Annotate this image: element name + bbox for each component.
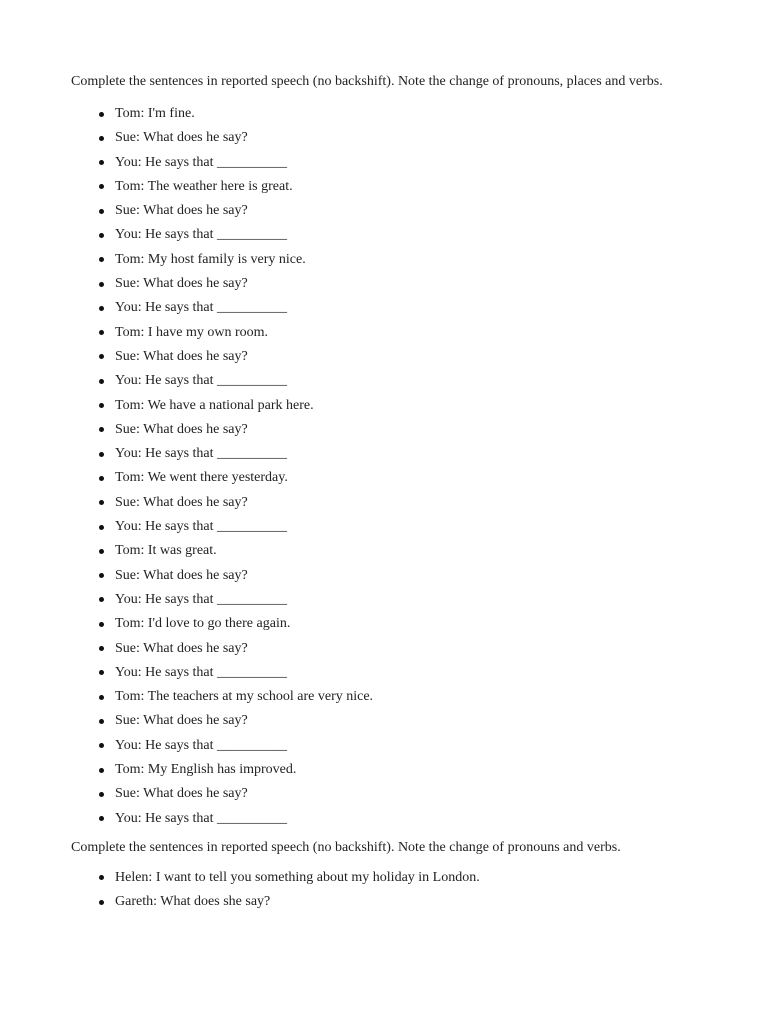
bullet-icon bbox=[99, 209, 104, 214]
list-item bbox=[71, 612, 691, 636]
list-item bbox=[71, 126, 691, 150]
list-item-text: You: He says that __________ bbox=[115, 373, 288, 389]
list-item bbox=[71, 199, 691, 223]
list-item-text: Sue: What does he say? bbox=[115, 203, 248, 219]
list-item-text: You: He says that __________ bbox=[115, 300, 288, 316]
bullet-icon bbox=[99, 233, 104, 238]
bullet-icon bbox=[99, 476, 104, 481]
list-item-text: Tom: The weather here is great. bbox=[115, 178, 293, 194]
list-item-text: Sue: What does he say? bbox=[115, 640, 248, 656]
list-item bbox=[71, 345, 691, 369]
list-item bbox=[71, 102, 691, 126]
list-item-text: Tom: I have my own room. bbox=[115, 324, 268, 340]
list-item-text: Sue: What does he say? bbox=[115, 567, 248, 583]
list-item bbox=[71, 564, 691, 588]
list-item-text: You: He says that __________ bbox=[115, 810, 288, 826]
bullet-icon bbox=[99, 257, 104, 262]
section-2-instruction: Complete the sentences in reported speech (no backshift). Note the change of pronouns and verbs. bbox=[71, 839, 621, 855]
list-item-text: Sue: What does he say? bbox=[115, 348, 248, 364]
list-item-text: Tom: We have a national park here. bbox=[115, 397, 314, 413]
bullet-icon bbox=[99, 330, 104, 335]
list-item-text: Tom: My English has improved. bbox=[115, 762, 297, 778]
list-item-text: You: He says that __________ bbox=[115, 737, 288, 753]
list-item bbox=[71, 442, 691, 466]
list-item-text: Sue: What does he say? bbox=[115, 130, 248, 146]
bullet-icon bbox=[99, 900, 104, 905]
list-item-text: Tom: It was great. bbox=[115, 543, 217, 559]
bullet-icon bbox=[99, 597, 104, 602]
list-item bbox=[71, 321, 691, 345]
bullet-icon bbox=[99, 573, 104, 578]
list-item bbox=[71, 369, 691, 393]
list-item-text: You: He says that __________ bbox=[115, 591, 288, 607]
bullet-icon bbox=[99, 427, 104, 432]
bullet-icon bbox=[99, 646, 104, 651]
list-item bbox=[71, 296, 691, 320]
list-item bbox=[71, 175, 691, 199]
list-item bbox=[71, 539, 691, 563]
bullet-icon bbox=[99, 306, 104, 311]
bullet-icon bbox=[99, 112, 104, 117]
list-item bbox=[71, 418, 691, 442]
bullet-icon bbox=[99, 354, 104, 359]
bullet-icon bbox=[99, 500, 104, 505]
list-item-text: You: He says that __________ bbox=[115, 519, 288, 535]
bullet-icon bbox=[99, 719, 104, 724]
bullet-icon bbox=[99, 768, 104, 773]
list-item bbox=[71, 758, 691, 782]
list-item-text: You: He says that __________ bbox=[115, 227, 288, 243]
list-item bbox=[71, 394, 691, 418]
bullet-icon bbox=[99, 695, 104, 700]
worksheet-page bbox=[71, 71, 691, 915]
list-item-text: Tom: I'd love to go there again. bbox=[115, 616, 291, 632]
bullet-icon bbox=[99, 743, 104, 748]
list-item-text: You: He says that __________ bbox=[115, 446, 288, 462]
bullet-icon bbox=[99, 670, 104, 675]
list-item-text: You: He says that __________ bbox=[115, 154, 288, 170]
list-item-text: Tom: My host family is very nice. bbox=[115, 251, 306, 267]
list-item bbox=[71, 734, 691, 758]
list-item-text: You: He says that __________ bbox=[115, 664, 288, 680]
list-item-text: Sue: What does he say? bbox=[115, 786, 248, 802]
section-2-exercise-list bbox=[71, 866, 691, 915]
list-item bbox=[71, 685, 691, 709]
list-item bbox=[71, 272, 691, 296]
list-item bbox=[71, 709, 691, 733]
bullet-icon bbox=[99, 549, 104, 554]
bullet-icon bbox=[99, 282, 104, 287]
list-item-text: Sue: What does he say? bbox=[115, 421, 248, 437]
list-item bbox=[71, 223, 691, 247]
list-item bbox=[71, 807, 691, 831]
list-item bbox=[71, 248, 691, 272]
list-item bbox=[71, 491, 691, 515]
list-item-text: Tom: I'm fine. bbox=[115, 106, 195, 121]
list-item bbox=[71, 890, 691, 914]
list-item bbox=[71, 637, 691, 661]
bullet-icon bbox=[99, 875, 104, 880]
list-item-text: Sue: What does he say? bbox=[115, 276, 248, 292]
bullet-icon bbox=[99, 816, 104, 821]
list-item-text: Tom: We went there yesterday. bbox=[115, 470, 288, 486]
bullet-icon bbox=[99, 379, 104, 384]
bullet-icon bbox=[99, 184, 104, 189]
list-item bbox=[71, 466, 691, 490]
bullet-icon bbox=[99, 160, 104, 165]
bullet-icon bbox=[99, 622, 104, 627]
list-item-text: Gareth: What does she say? bbox=[115, 894, 271, 910]
bullet-icon bbox=[99, 792, 104, 797]
list-item bbox=[71, 151, 691, 175]
bullet-icon bbox=[99, 525, 104, 530]
bullet-icon bbox=[99, 452, 104, 457]
bullet-icon bbox=[99, 403, 104, 408]
list-item-text: Tom: The teachers at my school are very nice. bbox=[115, 689, 374, 705]
list-item bbox=[71, 661, 691, 685]
list-item bbox=[71, 515, 691, 539]
list-item bbox=[71, 866, 691, 890]
list-item-text: Sue: What does he say? bbox=[115, 713, 248, 729]
list-item-text: Sue: What does he say? bbox=[115, 494, 248, 510]
section-1-exercise-list bbox=[71, 102, 691, 831]
section-1-instruction: Complete the sentences in reported speech (no backshift). Note the change of pronouns, places and verbs. bbox=[71, 74, 663, 89]
bullet-icon bbox=[99, 136, 104, 141]
list-item bbox=[71, 782, 691, 806]
list-item bbox=[71, 588, 691, 612]
list-item-text: Helen: I want to tell you something about my holiday in London. bbox=[115, 869, 480, 885]
